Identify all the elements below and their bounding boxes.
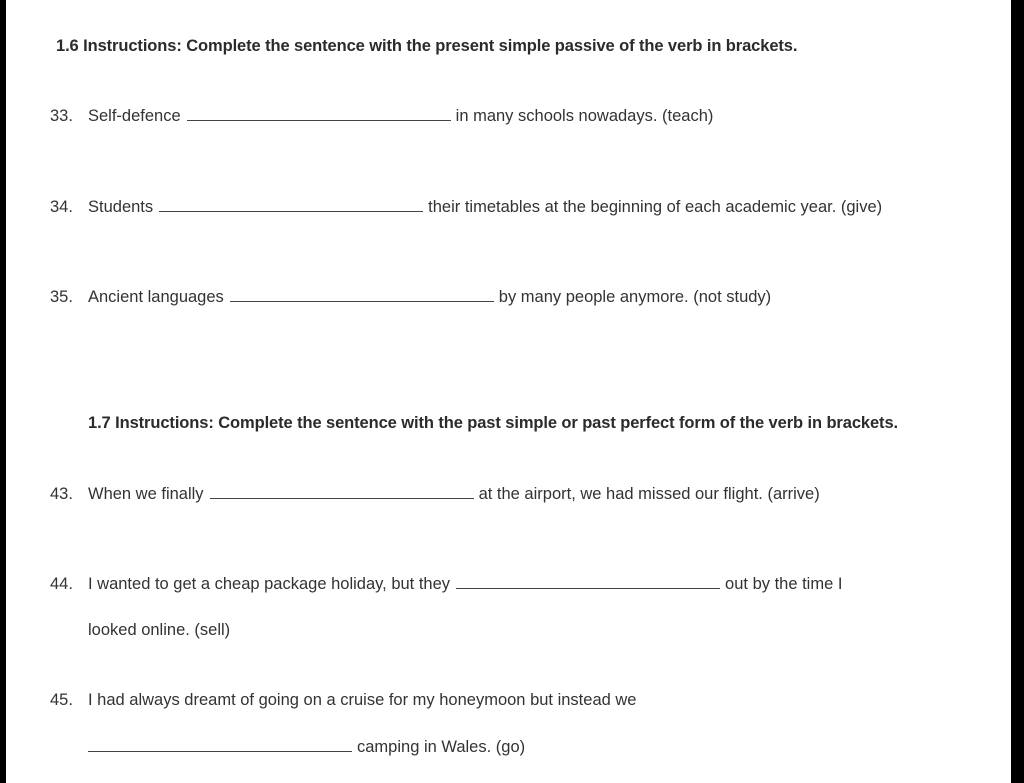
answer-blank[interactable] [88,737,352,752]
question-text-before: Students [88,198,154,216]
question-text-after: at the airport, we had missed our flight. (arrive) [478,485,820,503]
answer-blank[interactable] [456,574,720,589]
question-number: 44. [50,575,73,593]
question-44 [50,574,842,594]
answer-blank[interactable] [210,484,474,499]
answer-blank[interactable] [159,197,423,212]
question-text-before: I wanted to get a cheap package holiday, but they [88,575,451,593]
question-45 [50,691,636,710]
question-43 [50,484,820,504]
question-text-before: When we finally [88,485,204,503]
question-text-after: their timetables at the beginning of each academic year. (give) [428,198,883,216]
question-text-after: out by the time I [725,575,843,593]
question-number: 43. [50,485,73,503]
question-number: 45. [50,691,73,709]
worksheet-page [6,0,1011,783]
question-text-before: Ancient languages [88,288,224,306]
section-1-7-heading: 1.7 Instructions: Complete the sentence with the past simple or past perfect form of the verb in brackets. [88,414,899,432]
question-35 [50,287,771,307]
question-text-after: camping in Wales. (go) [357,738,526,756]
question-34 [50,197,882,217]
question-text-before: Self-defence [88,107,181,125]
section-1-6-heading: 1.6 Instructions: Complete the sentence with the present simple passive of the verb in brackets. [56,37,798,55]
answer-blank[interactable] [187,106,451,121]
question-44-continuation: looked online. (sell) [88,621,231,639]
question-33 [50,106,713,126]
question-number: 34. [50,198,73,216]
question-number: 33. [50,107,73,125]
question-45-continuation [88,737,525,757]
question-number: 35. [50,288,73,306]
question-text-after: in many schools nowadays. (teach) [455,107,714,125]
question-text-before: I had always dreamt of going on a cruise for my honeymoon but instead we [88,691,637,709]
answer-blank[interactable] [230,287,494,302]
question-text-after: by many people anymore. (not study) [498,288,772,306]
